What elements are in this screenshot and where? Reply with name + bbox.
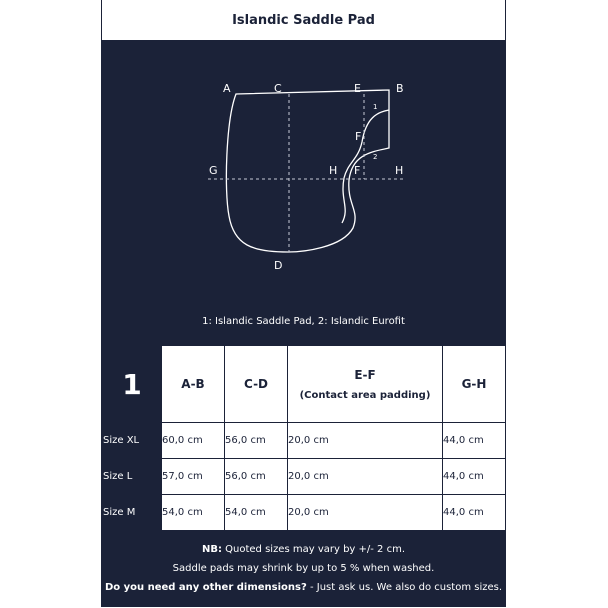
note-custom bbox=[102, 582, 505, 593]
size-table bbox=[102, 345, 506, 531]
cell-cd: 54,0 cm bbox=[225, 495, 288, 531]
note-nb-text: Quoted sizes may vary by +/- 2 cm. bbox=[221, 544, 406, 555]
table-row bbox=[103, 423, 506, 459]
cell-ef: 20,0 cm bbox=[288, 459, 443, 495]
note-custom-label: Do you need any other dimensions? bbox=[104, 582, 307, 593]
label-d: D bbox=[274, 259, 283, 272]
label-g: G bbox=[209, 164, 218, 177]
cell-cd: 56,0 cm bbox=[225, 459, 288, 495]
label-h-right: H bbox=[395, 164, 404, 177]
cell-cd: 56,0 cm bbox=[225, 423, 288, 459]
row-size-label: Size L bbox=[103, 459, 162, 495]
cell-ef: 20,0 cm bbox=[288, 423, 443, 459]
label-h-left: H bbox=[329, 164, 338, 177]
note-custom-text: - Just ask us. We also do custom sizes. bbox=[306, 582, 503, 593]
cell-gh: 44,0 cm bbox=[443, 423, 506, 459]
note-shrink: Saddle pads may shrink by up to 5 % when washed. bbox=[172, 563, 435, 574]
header-ef-sub: (Contact area padding) bbox=[299, 389, 431, 401]
saddle-pad-size-card bbox=[101, 0, 506, 607]
header-cd: C-D bbox=[225, 346, 288, 423]
table-corner-number: 1 bbox=[103, 346, 162, 423]
page-title: Islandic Saddle Pad bbox=[232, 12, 375, 28]
label-number-2: 2 bbox=[373, 153, 378, 161]
cell-ef: 20,0 cm bbox=[288, 495, 443, 531]
saddle-pad-drawing bbox=[102, 40, 505, 345]
table-row bbox=[103, 459, 506, 495]
cell-gh: 44,0 cm bbox=[443, 459, 506, 495]
label-a: A bbox=[223, 82, 231, 95]
label-f-lower: F bbox=[354, 164, 361, 177]
eurofit-outline bbox=[342, 110, 389, 223]
cell-ab: 57,0 cm bbox=[162, 459, 225, 495]
header-ab: A-B bbox=[162, 346, 225, 423]
pad-outline bbox=[226, 90, 389, 252]
label-number-1: 1 bbox=[373, 103, 378, 111]
cell-gh: 44,0 cm bbox=[443, 495, 506, 531]
label-e: E bbox=[354, 82, 361, 95]
size-table-header bbox=[103, 346, 506, 423]
note-tolerance bbox=[102, 544, 505, 555]
size-notes bbox=[102, 530, 505, 607]
label-b: B bbox=[396, 82, 404, 95]
table-row bbox=[103, 495, 506, 531]
header-gh: G-H bbox=[443, 346, 506, 423]
saddle-pad-diagram bbox=[102, 40, 505, 345]
cell-ab: 54,0 cm bbox=[162, 495, 225, 531]
header-ef bbox=[288, 346, 443, 423]
header-ef-label: E-F bbox=[354, 367, 376, 382]
diagram-caption: 1: Islandic Saddle Pad, 2: Islandic Eurofit bbox=[202, 316, 405, 327]
row-size-label: Size M bbox=[103, 495, 162, 531]
label-c: C bbox=[274, 82, 282, 95]
cell-ab: 60,0 cm bbox=[162, 423, 225, 459]
label-f-upper: F bbox=[355, 130, 362, 143]
note-nb-label: NB: bbox=[201, 544, 222, 555]
row-size-label: Size XL bbox=[103, 423, 162, 459]
